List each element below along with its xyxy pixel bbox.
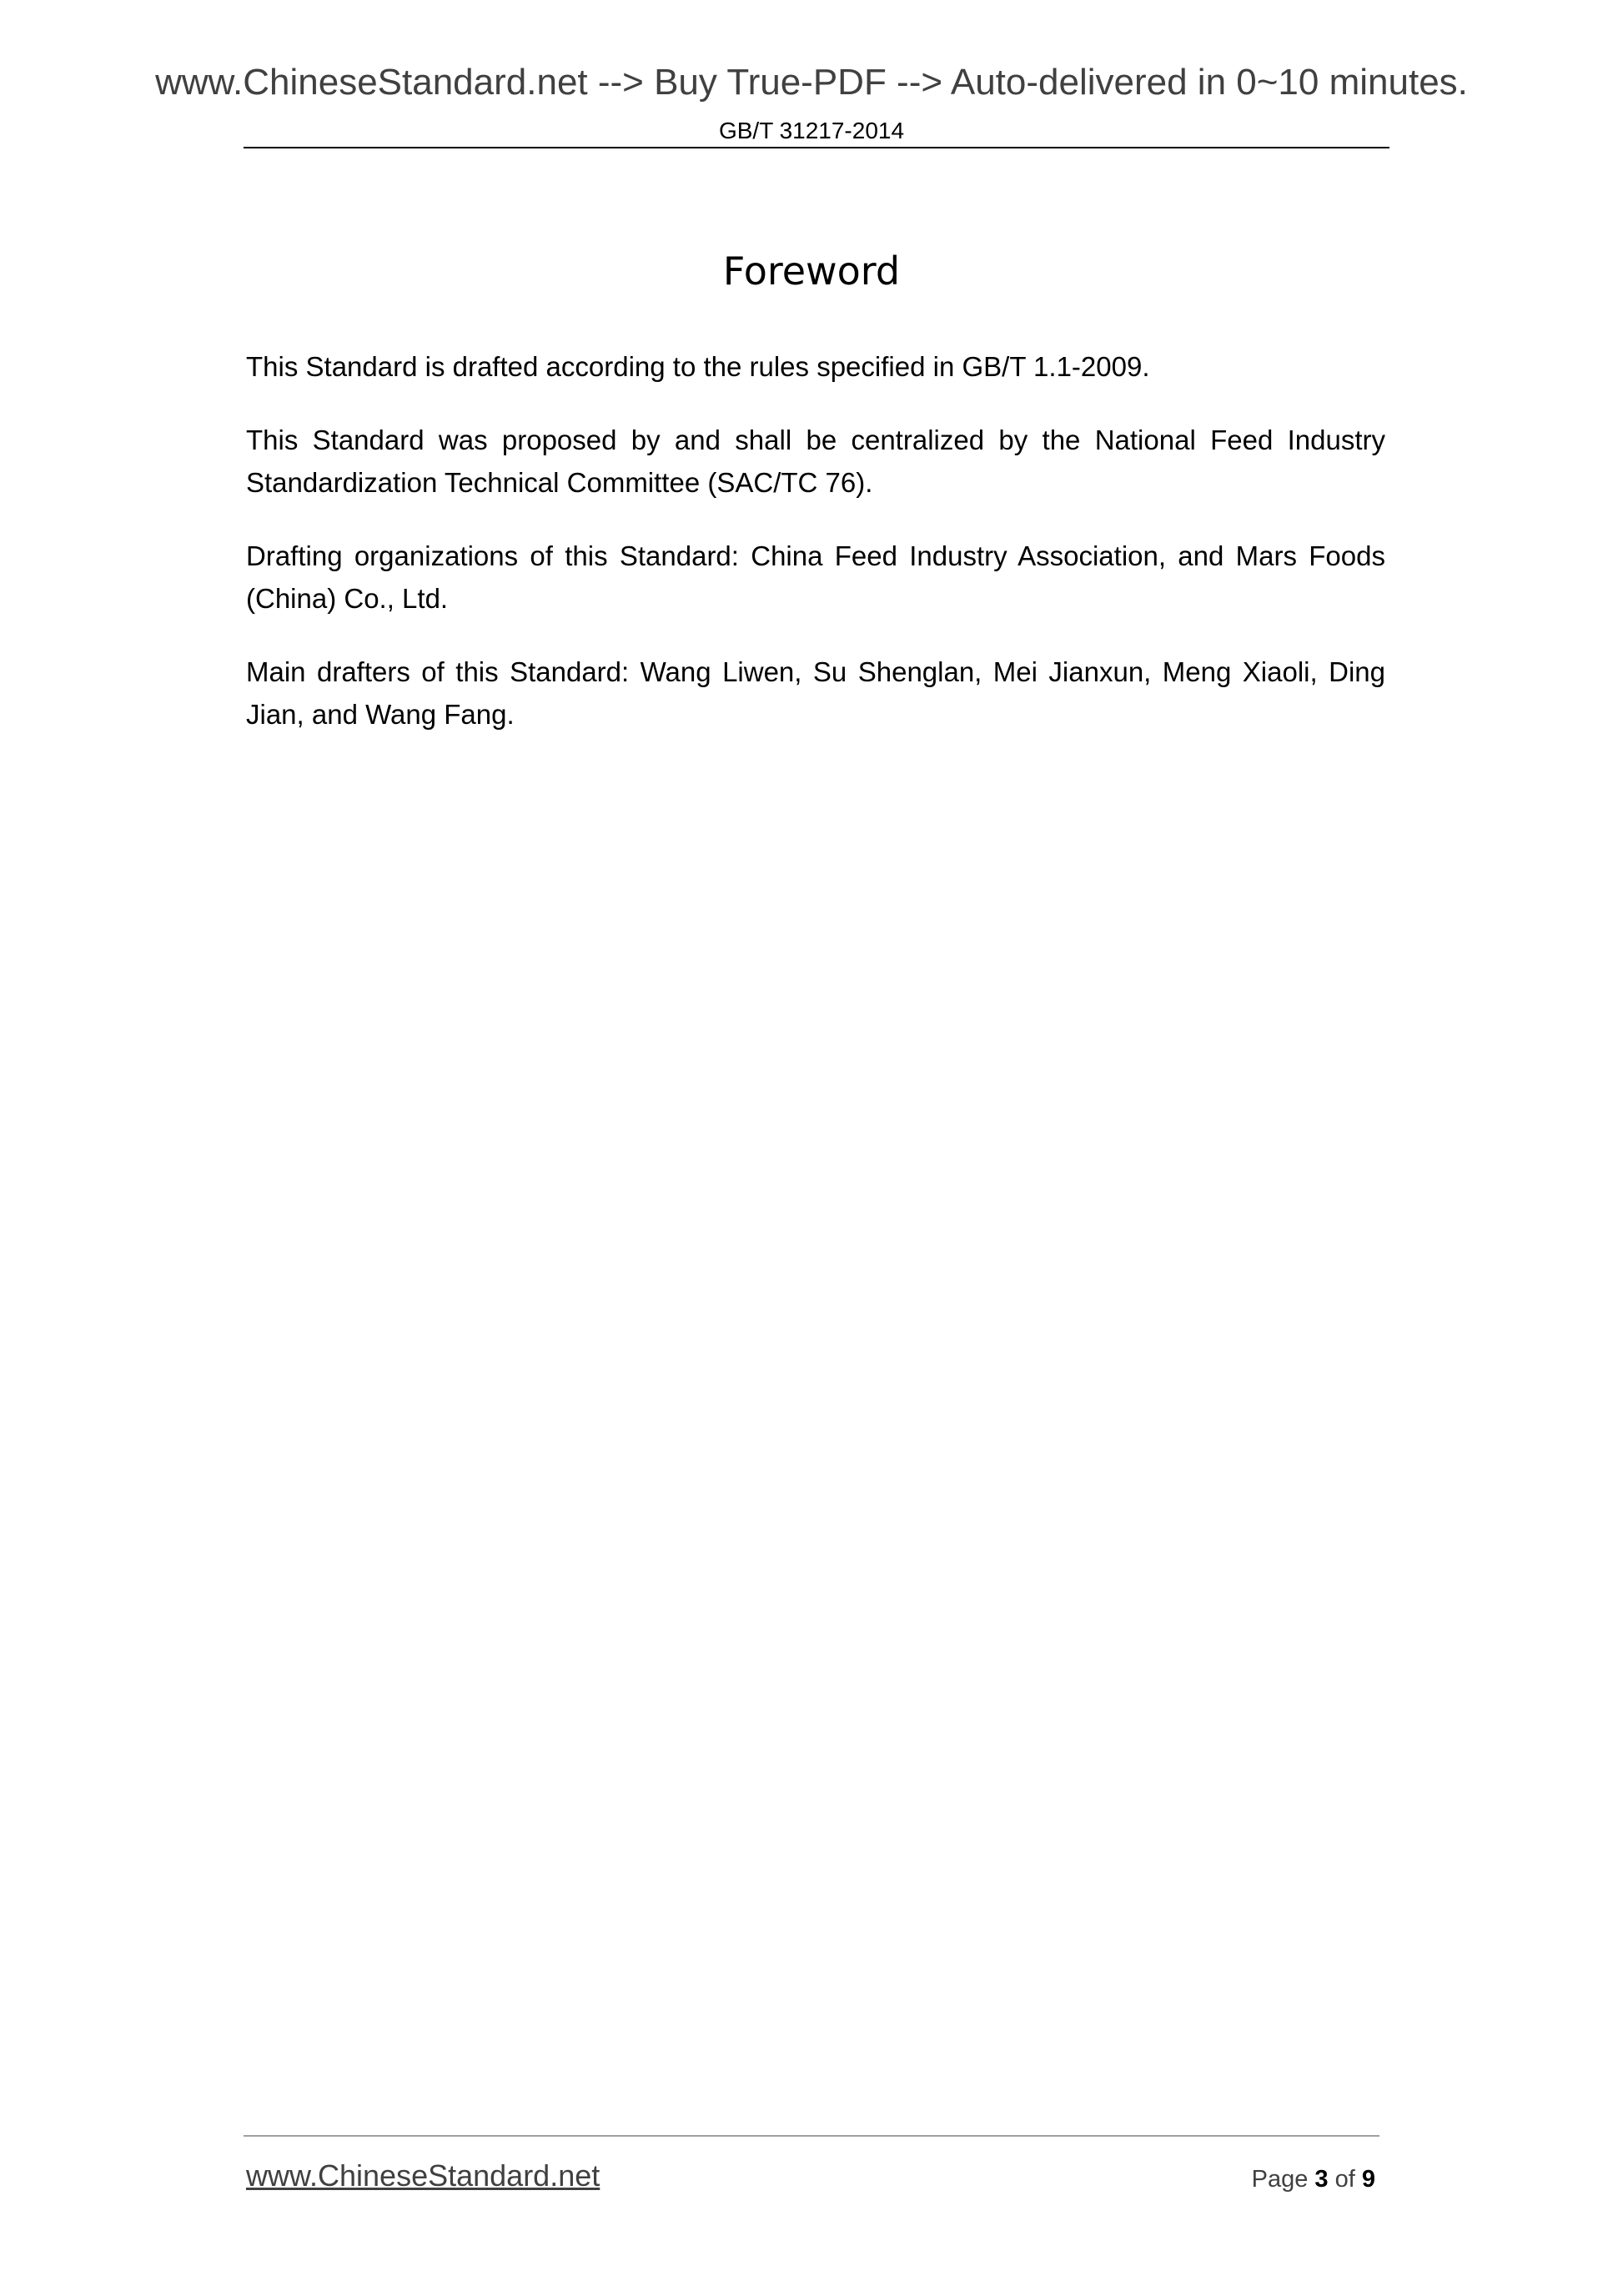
page-total: 9 — [1361, 2166, 1375, 2193]
paragraph-main-drafters: Main drafters of this Standard: Wang Liwen, Su Shenglan, Mei Jianxun, Meng Xiaoli, Ding Jian, and Wang Fang. — [246, 656, 1385, 730]
document-code: GB/T 31217-2014 — [718, 118, 905, 143]
foreword-body — [246, 345, 1385, 766]
footer-divider — [244, 2135, 1379, 2137]
footer-website-link[interactable]: www.ChineseStandard.net — [246, 2158, 600, 2193]
header-banner: www.ChineseStandard.net --> Buy True-PDF --> Auto-delivered in 0~10 minutes. — [155, 62, 1468, 103]
paragraph-proposer: This Standard was proposed by and shall be centralized by the National Feed Industry Standardization Technical Committee (SAC/TC 76). — [246, 425, 1385, 498]
paragraph-drafting-organizations: Drafting organizations of this Standard: China Feed Industry Association, and Mars Foods (China) Co., Ltd. — [246, 540, 1385, 614]
paragraph-drafting-rules: This Standard is drafted according to the rules specified in GB/T 1.1-2009. — [246, 351, 1150, 382]
page-number — [1118, 2166, 1375, 2193]
page-title: Foreword — [722, 249, 901, 294]
page-label: Page — [1251, 2166, 1309, 2193]
page-current: 3 — [1314, 2166, 1329, 2193]
header-divider — [244, 147, 1389, 148]
page-of-label: of — [1334, 2166, 1355, 2193]
